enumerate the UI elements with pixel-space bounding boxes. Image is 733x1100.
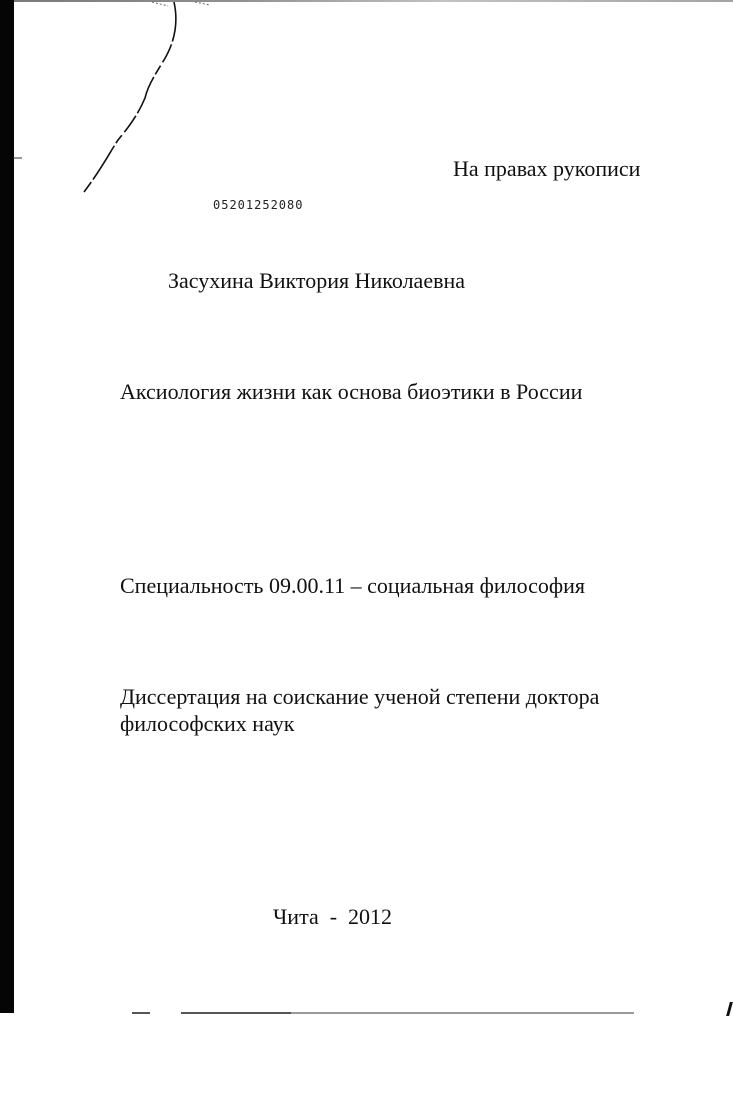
catalog-number: 05201252080 (213, 198, 304, 212)
scan-border-left (0, 0, 14, 1013)
dissertation-title: Аксиология жизни как основа биоэтики в России (120, 379, 583, 404)
scan-bottom-edge (291, 1012, 634, 1014)
place-year: Чита - 2012 (273, 904, 393, 929)
degree-line-1: Диссертация на соискание ученой степени доктора (120, 684, 600, 709)
scan-bottom-edge (181, 1012, 291, 1014)
scan-bottom-edge (132, 1012, 150, 1014)
author-name: Засухина Виктория Николаевна (168, 268, 466, 293)
specialty: Специальность 09.00.11 – социальная философия (120, 573, 586, 598)
scan-top-edge (14, 0, 733, 2)
header-note: На правах рукописи (453, 156, 641, 181)
paper-crease-mark (0, 0, 733, 230)
scan-edge-mark (726, 1002, 733, 1016)
degree-line-2: философских наук (120, 711, 295, 736)
